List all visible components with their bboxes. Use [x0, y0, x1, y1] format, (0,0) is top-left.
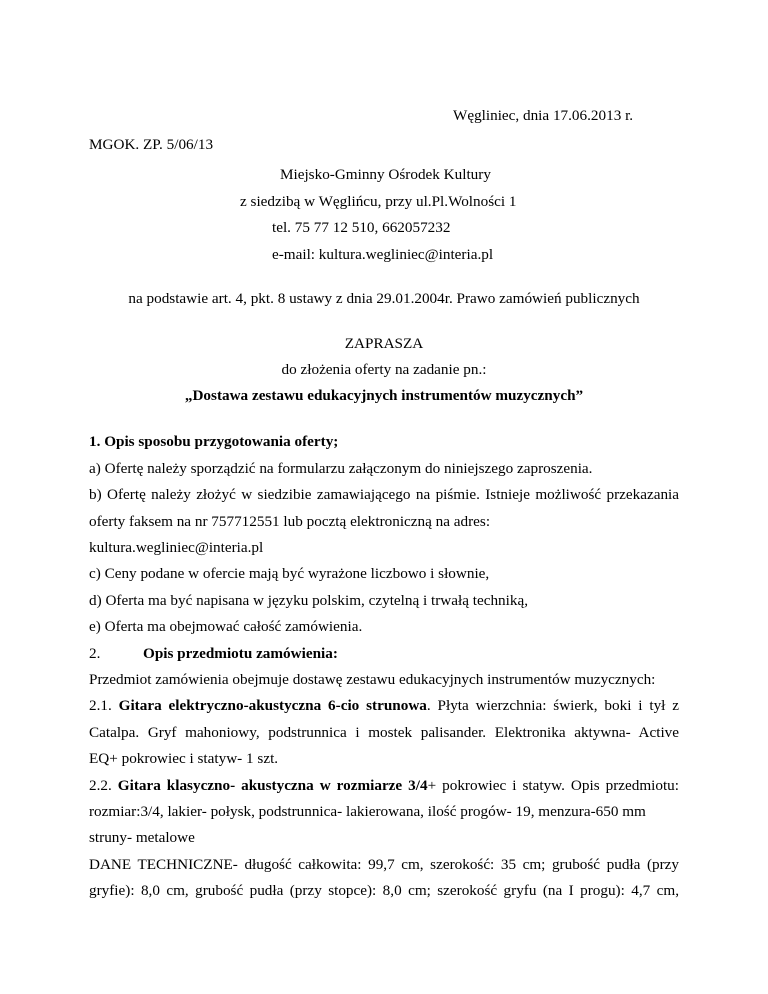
task-title: „Dostawa zestawu edukacyjnych instrumentów muzycznych”	[184, 387, 584, 404]
legal-basis: na podstawie art. 4, pkt. 8 ustawy z dnia 29.01.2004r. Prawo zamówień publicznych	[128, 290, 640, 307]
section1-item-a: a) Ofertę należy sporządzić na formularzu załączonym do niniejszego zaproszenia.	[89, 460, 593, 477]
item-2-1-line3: EQ+ pokrowiec i statyw- 1 szt.	[89, 750, 279, 767]
item-2-2-line5: gryfie): 8,0 cm, grubość pudła (przy stopce): 8,0 cm; szerokość gryfu (na I progu): 4,7 cm,	[89, 882, 679, 899]
item-2-1-line1: 2.1. Gitara elektryczno-akustyczna 6-cio strunowa. Płyta wierzchnia: świerk, boki i tył z	[89, 697, 679, 714]
invitation-heading: ZAPRASZA	[344, 335, 424, 352]
section1-item-b-email: kultura.wegliniec@interia.pl	[89, 539, 264, 556]
section1-item-d: d) Oferta ma być napisana w języku polskim, czytelną i trwałą techniką,	[89, 592, 529, 609]
section1-item-b-line1: b) Ofertę należy złożyć w siedzibie zamawiającego na piśmie. Istnieje możliwość przekazania	[89, 486, 679, 503]
organizer-phone: tel. 75 77 12 510, 662057232	[272, 219, 451, 236]
item-2-2-line2: rozmiar:3/4, lakier- połysk, podstrunnica- lakierowana, ilość progów- 19, menzura-650 mm	[89, 803, 646, 820]
invitation-text: do złożenia oferty na zadanie pn.:	[281, 361, 487, 378]
section1-item-b-line2: oferty faksem na nr 757712551 lub pocztą elektroniczną na adres:	[89, 513, 491, 530]
place-date: Węgliniec, dnia 17.06.2013 r.	[453, 107, 634, 124]
item-2-2-line4: DANE TECHNICZNE- długość całkowita: 99,7 cm, szerokość: 35 cm; grubość pudła (przy	[89, 856, 679, 873]
item-2-2-line1: 2.2. Gitara klasyczno- akustyczna w rozmiarze 3/4+ pokrowiec i statyw. Opis przedmiotu:	[89, 777, 679, 794]
item-2-1-line2: Catalpa. Gryf mahoniowy, podstrunnica i mostek palisander. Elektronika aktywna- Active	[89, 724, 679, 741]
section2-number: 2.	[89, 645, 101, 662]
section2-intro: Przedmiot zamówienia obejmuje dostawę zestawu edukacyjnych instrumentów muzycznych:	[89, 671, 656, 688]
section1-item-e: e) Oferta ma obejmować całość zamówienia.	[89, 618, 363, 635]
section1-item-c: c) Ceny podane w ofercie mają być wyrażone liczbowo i słownie,	[89, 565, 490, 582]
organizer-email: e-mail: kultura.wegliniec@interia.pl	[272, 246, 494, 263]
reference-number: MGOK. ZP. 5/06/13	[89, 136, 214, 153]
organizer-seat: z siedzibą w Węglińcu, przy ul.Pl.Wolności 1	[240, 193, 517, 210]
organizer-name: Miejsko-Gminny Ośrodek Kultury	[280, 166, 491, 183]
section1-title: 1. Opis sposobu przygotowania oferty;	[89, 433, 339, 450]
item-2-2-line3: struny- metalowe	[89, 829, 195, 846]
section2-title: Opis przedmiotu zamówienia:	[143, 645, 338, 662]
